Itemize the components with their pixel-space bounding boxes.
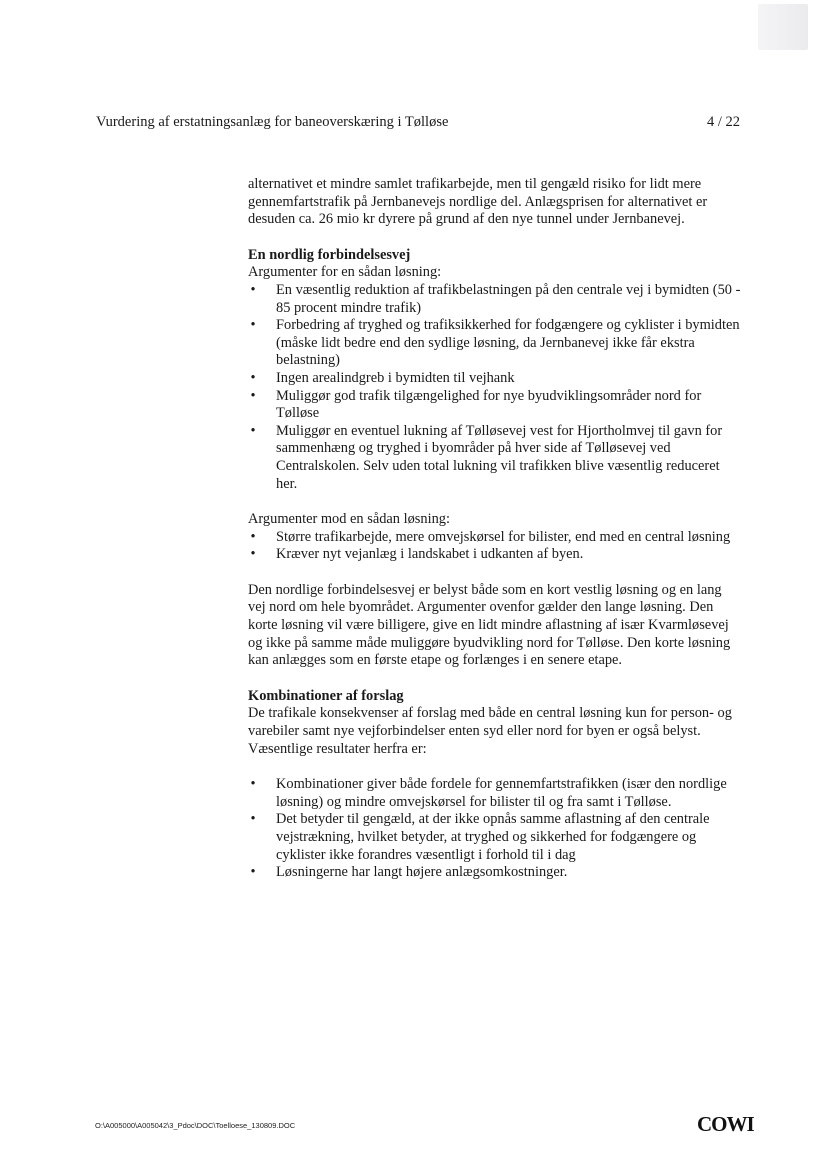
bullet-icon: •: [250, 811, 256, 828]
bullet-icon: •: [250, 387, 256, 404]
con-label: Argumenter mod en sådan løsning:: [248, 511, 450, 528]
list-item: • Kræver nyt vejanlæg i landskabet i udkanten af byen.: [248, 546, 742, 564]
bullet-icon: •: [250, 528, 256, 545]
cowi-logo: COWI: [697, 1112, 754, 1136]
page-number: 4 / 22: [706, 114, 740, 130]
pro-list: [248, 282, 742, 493]
list-item: • Muliggør en eventuel lukning af Tølløsevej vest for Hjortholmvej til gavn for sammenhæng og tryghed i byområder på hver side af Tølløsevej ved Centralskolen. Selv uden total lukning vil trafikken blive væsentlig reduceret her.: [248, 423, 742, 493]
list-item: • En væsentlig reduktion af trafikbelastningen på den centrale vej i bymidten (50 - 85 procent mindre trafik): [248, 282, 742, 317]
bullet-icon: •: [250, 422, 256, 439]
file-path: O:\A005000\A005042\3_Pdoc\DOC\Toelloese_130809.DOC: [95, 1121, 296, 1130]
kombinationer-list: [248, 776, 742, 882]
con-list: [248, 529, 742, 564]
intro-paragraph: alternativet et mindre samlet trafikarbejde, men til gengæld risiko for lidt mere gennemfartstrafik på Jernbanevejs nordlige del. Anlægsprisen for alternativet er desuden ca. 26 mio kr dyrere på grund af den nye tunnel under Jernbanevej.: [248, 176, 708, 228]
list-item: • Forbedring af tryghed og trafiksikkerhed for fodgængere og cyklister i bymidten (måske lidt bedre end den sydlige løsning, da Jernbanevej ikke får ekstra belastning): [248, 317, 742, 370]
page-body: [248, 176, 742, 882]
scan-artifact: [758, 4, 808, 50]
kombinationer-paragraph: De trafikale konsekvenser af forslag med både en central løsning kun for person- og varebiler samt nye vejforbindelser enten syd eller nord for byen er også belyst. Væsentlige resultater herfra er:: [248, 705, 732, 757]
list-item: • Ingen arealindgreb i bymidten til vejhank: [248, 370, 742, 388]
bullet-icon: •: [250, 317, 256, 334]
bullet-icon: •: [250, 776, 256, 793]
section-heading-nordlig: En nordlig forbindelsesvej: [248, 246, 411, 263]
document-title: Vurdering af erstatningsanlæg for baneoverskæring i Tølløse: [96, 114, 449, 130]
list-item: • Det betyder til gengæld, at der ikke opnås samme aflastning af den centrale vejstrækning, hvilket betyder, at tryghed og sikkerhed for fodgængere og cyklister ikke forandres væsentligt i forhold til i dag: [248, 811, 742, 864]
bullet-icon: •: [250, 369, 256, 386]
list-item: • Større trafikarbejde, mere omvejskørsel for bilister, end med en central løsning: [248, 529, 742, 547]
bullet-icon: •: [250, 864, 256, 881]
section-heading-kombinationer: Kombinationer af forslag: [248, 687, 404, 704]
list-item: • Kombinationer giver både fordele for gennemfartstrafikken (især den nordlige løsning) og mindre omvejskørsel for bilister til og fra samt i Tølløse.: [248, 776, 742, 811]
nordlig-paragraph: Den nordlige forbindelsesvej er belyst både som en kort vestlig løsning og en lang vej nord om hele byområdet. Argumenter ovenfor gælder den lange løsning. Den korte løsning vil være billigere, give en lidt mindre aflastning af især Kvarmløsevej og ikke på samme måde muliggøre byudvikling nord for Tølløse. Den korte løsning kan anlægges som en første etape og forlænges i en senere etape.: [248, 581, 731, 669]
bullet-icon: •: [250, 281, 256, 298]
pro-label: Argumenter for en sådan løsning:: [248, 264, 442, 281]
list-item: • Muliggør god trafik tilgængelighed for nye byudviklingsområder nord for Tølløse: [248, 388, 742, 423]
bullet-icon: •: [250, 546, 256, 563]
list-item: • Løsningerne har langt højere anlægsomkostninger.: [248, 864, 742, 882]
